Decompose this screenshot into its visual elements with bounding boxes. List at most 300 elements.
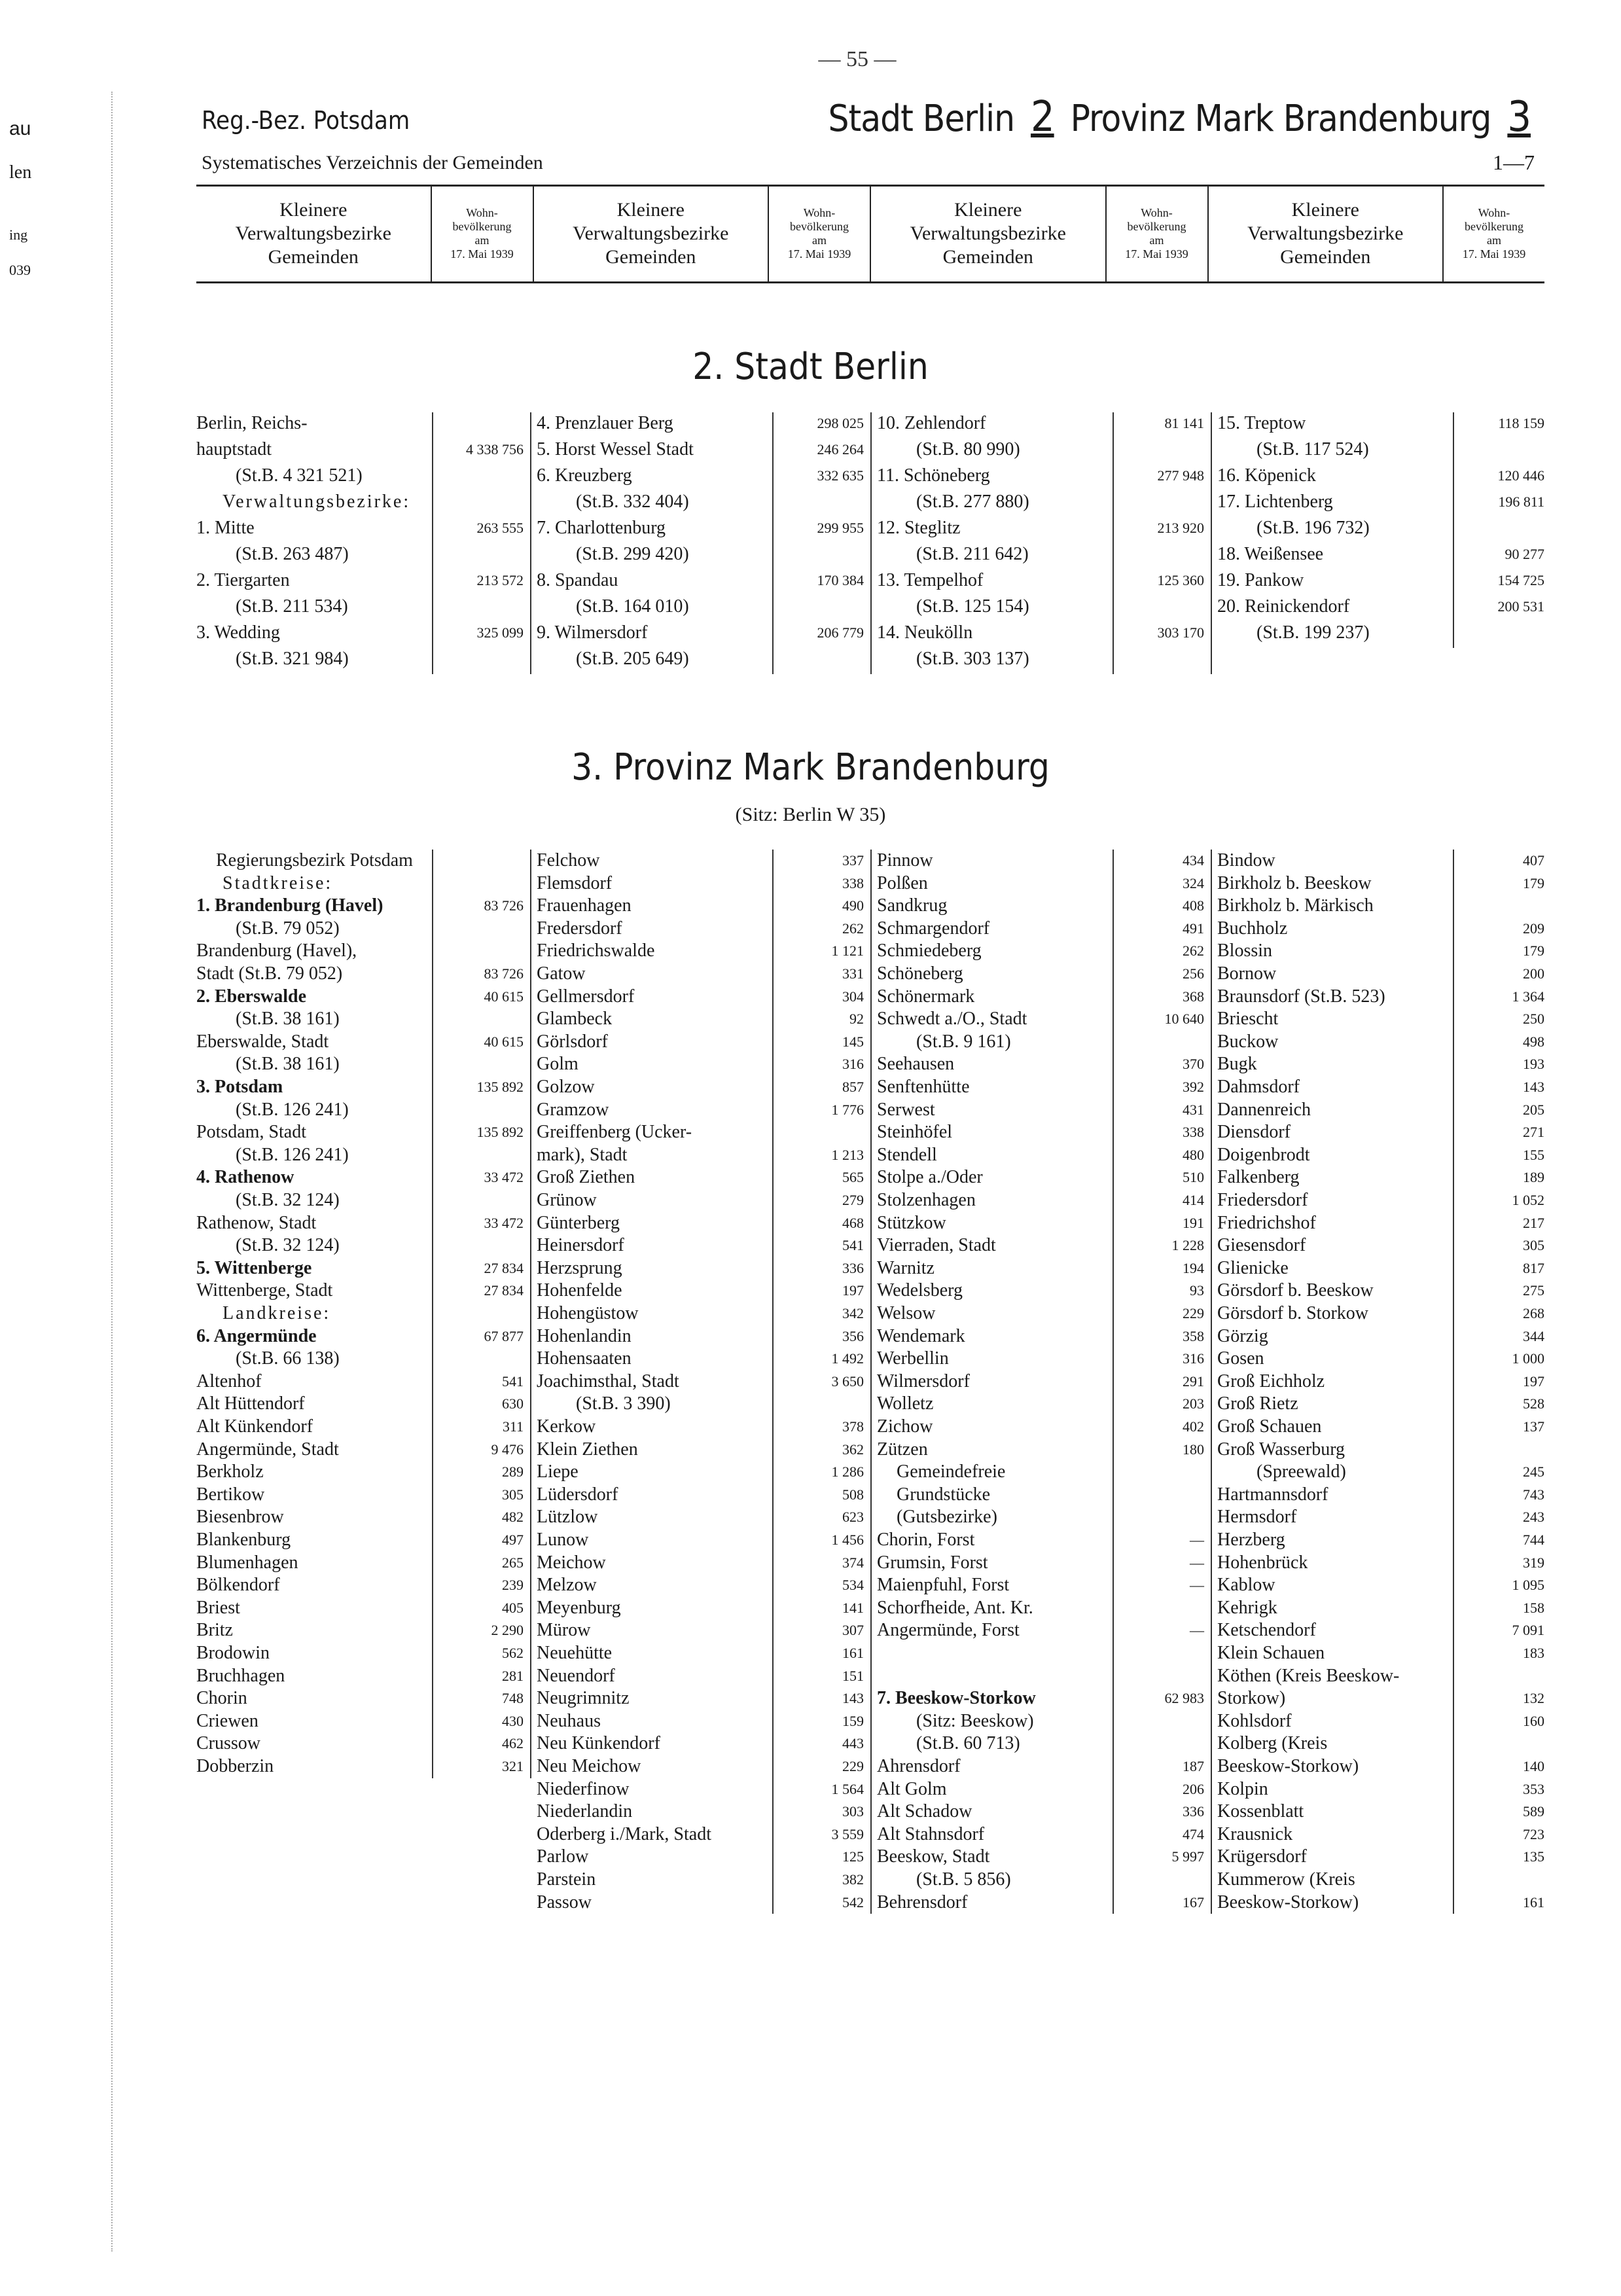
population-value: 277 948 (1157, 467, 1204, 484)
municipality-name: Werbellin (877, 1348, 949, 1369)
section-brandenburg-table (196, 850, 1544, 1923)
list-item (877, 1574, 1204, 1596)
header-text: Kleinere (616, 199, 685, 221)
municipality-name: Niederlandin (537, 1801, 633, 1822)
population-value: 239 (502, 1577, 524, 1594)
municipality-name: Alt Golm (877, 1778, 947, 1799)
population-value: 196 811 (1498, 493, 1544, 510)
municipality-name: Bertikow (196, 1484, 265, 1505)
list-item (196, 850, 524, 872)
municipality-name: 13. Tempelhof (877, 570, 984, 590)
municipality-name: (St.B. 125 154) (916, 596, 1029, 617)
column-separator (530, 412, 531, 674)
municipality-name: (St.B. 211 642) (916, 544, 1029, 564)
list-item (537, 1393, 864, 1415)
list-item (1217, 412, 1544, 435)
list-item (877, 1778, 1204, 1801)
population-value: 298 025 (817, 415, 864, 431)
municipality-name: Hohensaaten (537, 1348, 632, 1369)
municipality-name: Steinhöfel (877, 1122, 953, 1143)
municipality-name: Bornow (1217, 963, 1277, 984)
population-value: 528 (1523, 1395, 1544, 1412)
list-item (196, 622, 524, 644)
list-item (196, 1257, 524, 1280)
municipality-name: 4. Prenzlauer Berg (537, 413, 673, 433)
list-item (196, 963, 524, 985)
list-item (877, 569, 1204, 592)
list-item (877, 1280, 1204, 1302)
list-item (1217, 895, 1544, 917)
header-text: am (474, 234, 490, 247)
municipality-name: (St.B. 80 990) (916, 439, 1020, 459)
list-item (1217, 491, 1544, 513)
municipality-name: 6. Angermünde (196, 1325, 317, 1346)
population-value: 342 (842, 1305, 864, 1321)
list-item (877, 1732, 1204, 1755)
column-separator (1211, 850, 1212, 1914)
population-value: 344 (1523, 1327, 1544, 1344)
population-value: 243 (1523, 1509, 1544, 1526)
municipality-name: 7. Beeskow-Storkow (877, 1688, 1036, 1709)
margin-fragment: len (9, 162, 32, 183)
margin-fragment: 039 (9, 262, 31, 278)
municipality-name: Friedrichswalde (537, 941, 655, 961)
population-value: 462 (502, 1735, 524, 1752)
list-item (196, 1076, 524, 1098)
population-value: 187 (1183, 1758, 1204, 1774)
column-rule (1453, 850, 1454, 1914)
list-item (537, 1008, 864, 1030)
municipality-name: Bruchhagen (196, 1665, 285, 1686)
municipality-name: Giesensdorf (1217, 1235, 1306, 1256)
population-value: 167 (1183, 1893, 1204, 1910)
list-item (877, 648, 1204, 670)
population-value: 534 (842, 1577, 864, 1594)
population-value: 155 (1523, 1146, 1544, 1163)
population-value: 304 (842, 988, 864, 1005)
municipality-name: Criewen (196, 1710, 258, 1731)
list-item (877, 1506, 1204, 1528)
population-value: 510 (1183, 1169, 1204, 1186)
list-item (537, 1687, 864, 1710)
population-value: 262 (1183, 942, 1204, 960)
population-value: 265 (502, 1554, 524, 1571)
municipality-name: Hohenfelde (537, 1280, 622, 1301)
list-item (537, 1416, 864, 1438)
population-value: 271 (1523, 1124, 1544, 1141)
population-value: 4 338 756 (466, 441, 524, 457)
population-value: 27 834 (484, 1259, 524, 1276)
municipality-name: Stolzenhagen (877, 1190, 976, 1210)
municipality-name: Schmargendorf (877, 918, 990, 939)
list-item (537, 465, 864, 487)
list-item (1217, 1302, 1544, 1325)
list-item (1217, 1008, 1544, 1030)
list-item (877, 1416, 1204, 1438)
municipality-name: Dobberzin (196, 1756, 274, 1776)
population-value: 744 (1523, 1532, 1544, 1548)
list-item (196, 465, 524, 487)
population-value: 213 572 (476, 572, 524, 588)
list-item (1217, 1732, 1544, 1755)
municipality-name: Friedrichshof (1217, 1212, 1316, 1233)
municipality-name: Kerkow (537, 1416, 596, 1437)
municipality-name: Crussow (196, 1733, 261, 1754)
header-pop-col (431, 186, 534, 281)
municipality-name: Friedersdorf (1217, 1190, 1308, 1210)
header-text: Kleinere (279, 199, 347, 221)
list-item (196, 569, 524, 592)
municipality-name: (Sitz: Beeskow) (916, 1710, 1034, 1731)
list-item (1217, 1619, 1544, 1641)
municipality-name: Eberswalde, Stadt (196, 1031, 329, 1052)
municipality-name: (St.B. 126 241) (236, 1144, 349, 1165)
municipality-name: Kolpin (1217, 1778, 1268, 1799)
list-item (537, 1166, 864, 1189)
margin-fragment: au (9, 118, 31, 139)
population-value: 541 (502, 1372, 524, 1390)
list-item (537, 439, 864, 461)
population-value: 180 (1183, 1441, 1204, 1458)
population-value: 1 364 (1512, 988, 1544, 1005)
list-item (1217, 1529, 1544, 1551)
population-value: 307 (842, 1622, 864, 1639)
municipality-name: 3. Wedding (196, 622, 280, 643)
list-item (537, 1348, 864, 1370)
population-value: 336 (1183, 1803, 1204, 1820)
list-item (537, 491, 864, 513)
population-value: 299 955 (817, 520, 864, 536)
municipality-name: Golzow (537, 1077, 595, 1097)
list-item (537, 850, 864, 872)
municipality-name: Serwest (877, 1099, 935, 1120)
list-item (196, 1234, 524, 1257)
header-text: Gemeinden (268, 246, 359, 268)
header-text: am (1487, 234, 1502, 247)
municipality-name: Stolpe a./Oder (877, 1167, 983, 1188)
list-item (196, 895, 524, 917)
list-item (196, 1439, 524, 1461)
municipality-name: Gatow (537, 963, 586, 984)
municipality-name: Dannenreich (1217, 1099, 1311, 1120)
municipality-name: Felchow (537, 850, 600, 870)
list-item (537, 1371, 864, 1393)
municipality-name: Oderberg i./Mark, Stadt (537, 1823, 711, 1844)
list-item (1217, 1053, 1544, 1075)
list-item (877, 1234, 1204, 1257)
list-item (877, 1121, 1204, 1143)
population-value: 189 (1523, 1169, 1544, 1186)
population-value: 135 892 (476, 1079, 524, 1095)
municipality-name: 3. Potsdam (196, 1077, 283, 1097)
population-value: 353 (1523, 1780, 1544, 1797)
population-value: 541 (842, 1237, 864, 1254)
municipality-name: Groß Rietz (1217, 1393, 1298, 1414)
municipality-name: Zützen (877, 1439, 928, 1460)
population-value: 358 (1183, 1327, 1204, 1344)
page-title (828, 93, 1537, 141)
population-value: 305 (502, 1486, 524, 1503)
list-item (1217, 1778, 1544, 1801)
municipality-name: Beeskow, Stadt (877, 1846, 990, 1867)
population-value: 1 456 (831, 1532, 864, 1548)
population-value: 262 (842, 920, 864, 937)
list-item (1217, 1642, 1544, 1664)
municipality-name: 11. Schöneberg (877, 465, 990, 486)
list-item (877, 517, 1204, 539)
header-name-col (871, 186, 1105, 281)
list-item (196, 1597, 524, 1619)
list-item (1217, 1076, 1544, 1098)
list-item (196, 1416, 524, 1438)
list-item (537, 1642, 864, 1664)
population-value: 338 (842, 874, 864, 891)
population-value: 303 170 (1157, 624, 1204, 641)
list-item (877, 963, 1204, 985)
municipality-name: (St.B. 277 880) (916, 492, 1029, 512)
list-item (877, 1189, 1204, 1211)
municipality-name: 2. Tiergarten (196, 570, 290, 590)
municipality-name: Potsdam, Stadt (196, 1122, 307, 1143)
municipality-name: Wittenberge, Stadt (196, 1280, 333, 1301)
list-item (1217, 1461, 1544, 1483)
population-value: 281 (502, 1667, 524, 1684)
list-item (196, 596, 524, 618)
municipality-name: hauptstadt (196, 439, 272, 459)
population-value: 197 (1523, 1372, 1544, 1390)
population-value: 161 (842, 1645, 864, 1661)
title-a-number: 2 (1031, 93, 1054, 141)
population-value: 1 121 (831, 942, 864, 960)
municipality-name: Kolberg (Kreis (1217, 1733, 1328, 1754)
municipality-name: Berlin, Reichs- (196, 413, 308, 433)
list-column (196, 850, 524, 1778)
population-value: 194 (1183, 1259, 1204, 1276)
margin-fragment: ing (9, 226, 28, 243)
municipality-name: Dahmsdorf (1217, 1077, 1300, 1097)
list-item (1217, 1710, 1544, 1732)
list-item (537, 517, 864, 539)
list-item (196, 1665, 524, 1687)
column-rule (772, 412, 774, 674)
municipality-name: (St.B. 4 321 521) (236, 465, 363, 486)
municipality-name: 15. Treptow (1217, 413, 1306, 433)
list-item (537, 940, 864, 962)
column-separator (530, 850, 531, 1778)
population-value: 378 (842, 1418, 864, 1435)
municipality-name: Groß Schauen (1217, 1416, 1322, 1437)
list-item (877, 1212, 1204, 1234)
population-value: 135 892 (476, 1124, 524, 1141)
municipality-name: mark), Stadt (537, 1144, 628, 1165)
municipality-name: Hohenlandin (537, 1325, 632, 1346)
municipality-name: Ahrensdorf (877, 1756, 961, 1776)
population-value: 205 (1523, 1101, 1544, 1118)
header-text: Gemeinden (942, 246, 1033, 268)
population-value: 132 (1523, 1690, 1544, 1707)
municipality-name: Angermünde, Stadt (196, 1439, 339, 1460)
municipality-name: Landkreise: (223, 1303, 331, 1323)
list-item (537, 1031, 864, 1053)
list-item (877, 940, 1204, 962)
list-item (537, 1619, 864, 1641)
population-value: 1 564 (831, 1780, 864, 1797)
population-value: 154 725 (1497, 572, 1544, 588)
list-item (1217, 1597, 1544, 1619)
list-item (1217, 940, 1544, 962)
list-item (877, 1031, 1204, 1053)
municipality-name: 4. Rathenow (196, 1167, 294, 1188)
municipality-name: Zichow (877, 1416, 933, 1437)
municipality-name: Verwaltungsbezirke: (223, 492, 411, 512)
list-item (1217, 1234, 1544, 1257)
list-item (877, 1665, 1204, 1687)
population-value: 62 983 (1164, 1690, 1204, 1707)
population-value: 405 (502, 1599, 524, 1616)
list-item (1217, 1484, 1544, 1506)
municipality-name: Hohenbrück (1217, 1552, 1308, 1573)
population-value: 229 (1183, 1305, 1204, 1321)
municipality-name: Brodowin (196, 1643, 270, 1663)
column-rule (432, 412, 433, 674)
list-item (537, 596, 864, 618)
population-value: 331 (842, 965, 864, 982)
municipality-name: (Gutsbezirke) (897, 1507, 997, 1528)
population-value: 392 (1183, 1079, 1204, 1095)
municipality-name: Wedelsberg (877, 1280, 963, 1301)
list-item (1217, 1665, 1544, 1687)
municipality-name: (St.B. 32 124) (236, 1235, 340, 1256)
list-item (196, 1166, 524, 1189)
list-item (877, 1597, 1204, 1619)
population-value: 191 (1183, 1214, 1204, 1231)
municipality-name: Groß Ziethen (537, 1167, 635, 1188)
list-item (196, 1121, 524, 1143)
municipality-name: Görsdorf b. Beeskow (1217, 1280, 1374, 1301)
population-value: 9 476 (491, 1441, 524, 1458)
population-value: 430 (502, 1712, 524, 1729)
list-item (1217, 1144, 1544, 1166)
list-item (877, 596, 1204, 618)
list-item (537, 1778, 864, 1801)
municipality-name: Alt Schadow (877, 1801, 972, 1822)
municipality-name: 20. Reinickendorf (1217, 596, 1350, 617)
municipality-name: Regierungsbezirk Potsdam (216, 850, 413, 870)
municipality-name: Alt Stahnsdorf (877, 1823, 985, 1844)
population-value: 161 (1523, 1893, 1544, 1910)
population-value: 143 (1523, 1079, 1544, 1095)
population-value: 468 (842, 1214, 864, 1231)
list-item (196, 1371, 524, 1393)
list-item (196, 1280, 524, 1302)
municipality-name: Beeskow-Storkow) (1217, 1756, 1359, 1776)
municipality-name: Falkenberg (1217, 1167, 1300, 1188)
list-item (1217, 1801, 1544, 1823)
list-item (1217, 918, 1544, 940)
header-pop-col (1442, 186, 1544, 281)
list-item (877, 412, 1204, 435)
municipality-name: Groß Eichholz (1217, 1371, 1325, 1391)
header-text: Verwaltungsbezirke (235, 223, 391, 244)
municipality-name: Blossin (1217, 941, 1273, 961)
municipality-name: Seehausen (877, 1054, 955, 1075)
list-item (1217, 596, 1544, 618)
list-item (196, 872, 524, 895)
population-value: 1 228 (1171, 1237, 1204, 1254)
list-item (196, 1461, 524, 1483)
municipality-name: Grünow (537, 1190, 597, 1210)
municipality-name: (St.B. 211 534) (236, 596, 348, 617)
population-value: 407 (1523, 852, 1544, 869)
population-value: 482 (502, 1509, 524, 1526)
list-item (1217, 465, 1544, 487)
municipality-name: Passow (537, 1892, 592, 1912)
list-item (537, 1892, 864, 1914)
list-item (1217, 1823, 1544, 1846)
population-value: 83 726 (484, 897, 524, 914)
list-item (877, 1076, 1204, 1098)
municipality-name: Alt Künkendorf (196, 1416, 313, 1437)
population-value: 140 (1523, 1758, 1544, 1774)
population-value: 368 (1183, 988, 1204, 1005)
municipality-name: Altenhof (196, 1371, 262, 1391)
population-value: — (1190, 1554, 1204, 1571)
list-item (196, 1642, 524, 1664)
municipality-name: Wendemark (877, 1325, 965, 1346)
population-value: 213 920 (1157, 520, 1204, 536)
list-item (1217, 1552, 1544, 1574)
list-item (1217, 1869, 1544, 1891)
column-separator (870, 412, 872, 674)
header-rule-bottom (196, 281, 1544, 283)
municipality-name: (St.B. 164 010) (576, 596, 689, 617)
municipality-name: 8. Spandau (537, 570, 618, 590)
list-item (1217, 1416, 1544, 1438)
list-item (196, 439, 524, 461)
municipality-name: Klein Ziethen (537, 1439, 638, 1460)
list-item (537, 569, 864, 592)
list-item (196, 1552, 524, 1574)
municipality-name: Schönermark (877, 986, 975, 1007)
municipality-name: Storkow) (1217, 1688, 1286, 1709)
population-value: 145 (842, 1033, 864, 1050)
list-item (537, 1325, 864, 1348)
population-value: 748 (502, 1690, 524, 1707)
municipality-name: Doigenbrodt (1217, 1144, 1310, 1165)
population-value: 1 095 (1512, 1577, 1544, 1594)
population-value: 250 (1523, 1011, 1544, 1028)
municipality-name: Klein Schauen (1217, 1643, 1325, 1663)
list-item (537, 543, 864, 565)
header-text: bevölkerung (1465, 220, 1524, 233)
list-item (1217, 1846, 1544, 1868)
list-item (1217, 1755, 1544, 1778)
list-item (537, 1755, 864, 1778)
header-text: 17. Mai 1939 (450, 247, 514, 260)
list-item (537, 895, 864, 917)
population-value: — (1190, 1622, 1204, 1639)
population-value: 151 (842, 1667, 864, 1684)
header-name-col (1209, 186, 1443, 281)
population-value: — (1190, 1577, 1204, 1594)
population-value: 480 (1183, 1146, 1204, 1163)
municipality-name: 6. Kreuzberg (537, 465, 632, 486)
municipality-name: Kossenblatt (1217, 1801, 1304, 1822)
list-item (1217, 1099, 1544, 1121)
municipality-name: Günterberg (537, 1212, 620, 1233)
municipality-name: Lüdersdorf (537, 1484, 618, 1505)
municipality-name: Kablow (1217, 1575, 1275, 1596)
